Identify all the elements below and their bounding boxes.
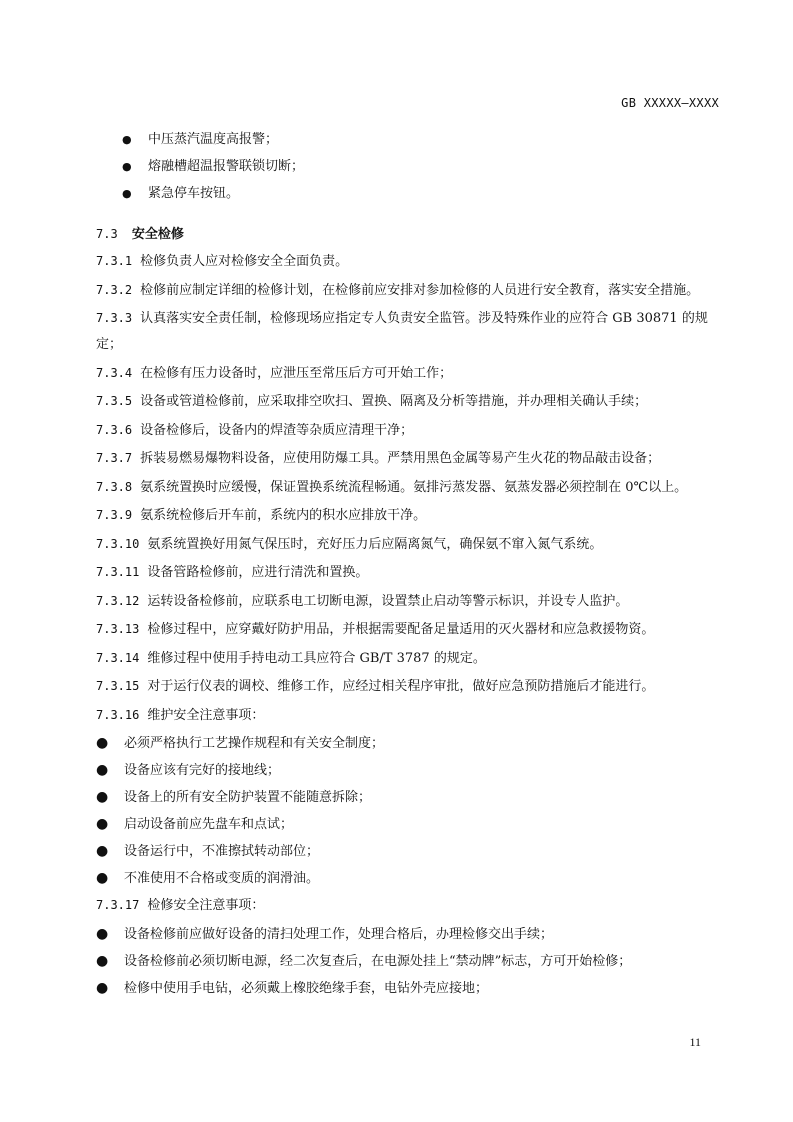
- clause: [96, 360, 726, 387]
- clause-number: 7.3.3: [96, 311, 133, 325]
- list-item-text: 设备检修前必须切断电源，经二次复查后，在电源处挂上“禁动牌”标志，方可开始检修；: [124, 953, 632, 969]
- clause-text: 设备管路检修前，应进行清洗和置换。: [147, 565, 369, 580]
- clause-text: 设备或管道检修前，应采取排空吹扫、置换、隔离及分析等措施，并办理相关确认手续；: [140, 394, 648, 409]
- clause: [96, 388, 726, 415]
- clause: [96, 559, 726, 586]
- list-item-text: 设备应该有完好的接地线；: [124, 763, 281, 778]
- clause: [96, 417, 726, 444]
- clause: [96, 673, 726, 700]
- clause-number: 7.3.12: [96, 593, 140, 608]
- clause-text: 氨系统置换好用氮气保压时，充好压力后应隔离氮气，确保氨不窜入氮气系统。: [147, 536, 603, 552]
- document-body: [96, 126, 726, 1002]
- list-item: [96, 921, 726, 948]
- clause-number: 7.3.9: [96, 508, 133, 522]
- clause-text: 在检修有压力设备时，应泄压至常压后方可开始工作；: [140, 365, 453, 381]
- clause: [96, 305, 726, 358]
- bullet-icon: ●: [96, 762, 109, 778]
- clause: [96, 892, 726, 919]
- bullet-icon: ●: [122, 133, 132, 146]
- clause-number: 7.3.10: [96, 536, 140, 551]
- bullet-icon: ●: [96, 843, 109, 859]
- clause-text: 维修过程中使用手持电动工具应符合 GB/T 3787 的规定。: [147, 650, 486, 666]
- clause: [96, 277, 726, 304]
- clause-number: 7.3.17: [96, 898, 140, 912]
- clause: [96, 588, 726, 615]
- clause-number: 7.3.5: [96, 394, 133, 408]
- clause-text: 对于运行仪表的调校、维修工作，应经过相关程序审批，做好应急预防措施后才能进行。: [147, 679, 655, 694]
- clause-text: 认真落实安全责任制，检修现场应指定专人负责安全监管。涉及特殊作业的应符合 GB 30871 的规定；: [96, 311, 708, 352]
- clause-number: 7.3.1: [96, 254, 133, 268]
- list-item: [96, 153, 726, 180]
- bullet-icon: ●: [96, 816, 109, 832]
- clause-number: 7.3.6: [96, 422, 133, 437]
- clause-text: 维护安全注意事项：: [147, 707, 265, 723]
- clause-text: 氨系统置换时应缓慢，保证置换系统流程畅通。氨排污蒸发器、氨蒸发器必须控制在 0℃以上。: [140, 479, 688, 495]
- list-item-text: 检修中使用手电钻，必须戴上橡胶绝缘手套，电钻外壳应接地；: [124, 980, 489, 996]
- list-item: [96, 838, 726, 865]
- list-item: [96, 975, 726, 1002]
- page-header: GB XXXXX—XXXX: [621, 96, 719, 110]
- list-item: [96, 126, 726, 153]
- section-title: 安全检修: [131, 227, 184, 242]
- clause-text: 运转设备检修前，应联系电工切断电源，设置禁止启动等警示标识，并设专人监护。: [147, 593, 629, 609]
- bullet-icon: ●: [96, 789, 109, 805]
- clause: [96, 445, 726, 472]
- list-item-text: 紧急停车按钮。: [148, 186, 240, 201]
- clause: [96, 702, 726, 729]
- bullet-icon: ●: [122, 160, 132, 173]
- clause-text: 设备检修后，设备内的焊渣等杂质应清理干净；: [140, 422, 414, 438]
- bullet-icon: ●: [96, 925, 109, 942]
- clause: [96, 474, 726, 501]
- list-item-text: 必须严格执行工艺操作规程和有关安全制度；: [124, 736, 385, 751]
- list-item-text: 设备运行中，不准擦拭转动部位；: [124, 844, 320, 859]
- clause-text: 检修负责人应对检修安全全面负责。: [140, 254, 349, 269]
- list-item: [96, 730, 726, 757]
- list-item: [96, 180, 726, 207]
- section-number: 7.3: [96, 227, 118, 241]
- clause-number: 7.3.4: [96, 365, 133, 380]
- clause-number: 7.3.8: [96, 479, 133, 494]
- list-item-text: 启动设备前应先盘车和点试；: [124, 817, 294, 832]
- list-item-text: 中压蒸汽温度高报警；: [148, 132, 279, 147]
- bullet-icon: ●: [122, 187, 132, 200]
- clause-text: 检修前应制定详细的检修计划，在检修前应安排对参加检修的人员进行安全教育，落实安全措施。: [140, 282, 700, 298]
- clause-text: 拆装易燃易爆物料设备，应使用防爆工具。严禁用黑色金属等易产生火花的物品敲击设备；: [140, 451, 661, 466]
- clause: [96, 645, 726, 672]
- clause-text: 氨系统检修后开车前，系统内的积水应排放干净。: [140, 508, 427, 523]
- bullet-icon: ●: [96, 735, 109, 751]
- clause: [96, 248, 726, 275]
- list-item-text: 不准使用不合格或变质的润滑油。: [124, 871, 320, 886]
- clause-number: 7.3.11: [96, 565, 140, 579]
- list-item: [96, 811, 726, 838]
- clause-number: 7.3.14: [96, 650, 140, 665]
- page-number: 11: [689, 1035, 701, 1049]
- list-item: [96, 784, 726, 811]
- clause-number: 7.3.2: [96, 282, 133, 297]
- clause-number: 7.3.7: [96, 451, 133, 465]
- list-item: [96, 948, 726, 975]
- list-item: [96, 865, 726, 892]
- clause: [96, 502, 726, 529]
- clause: [96, 531, 726, 558]
- bullet-icon: ●: [96, 870, 109, 886]
- list-item-text: 熔融槽超温报警联锁切断；: [148, 159, 305, 174]
- section-heading: [96, 220, 726, 248]
- clause-number: 7.3.13: [96, 622, 140, 636]
- bullet-icon: ●: [96, 952, 109, 969]
- clause-number: 7.3.15: [96, 679, 140, 693]
- clause: [96, 616, 726, 643]
- clause-text: 检修安全注意事项：: [147, 898, 265, 913]
- clause-text: 检修过程中，应穿戴好防护用品，并根据需要配备足量适用的灭火器材和应急救援物资。: [147, 622, 655, 637]
- clause-number: 7.3.16: [96, 707, 140, 722]
- list-item-text: 设备上的所有安全防护装置不能随意拆除；: [124, 790, 372, 805]
- list-item: [96, 757, 726, 784]
- bullet-icon: ●: [96, 979, 109, 996]
- list-item-text: 设备检修前应做好设备的清扫处理工作，处理合格后，办理检修交出手续；: [124, 926, 554, 942]
